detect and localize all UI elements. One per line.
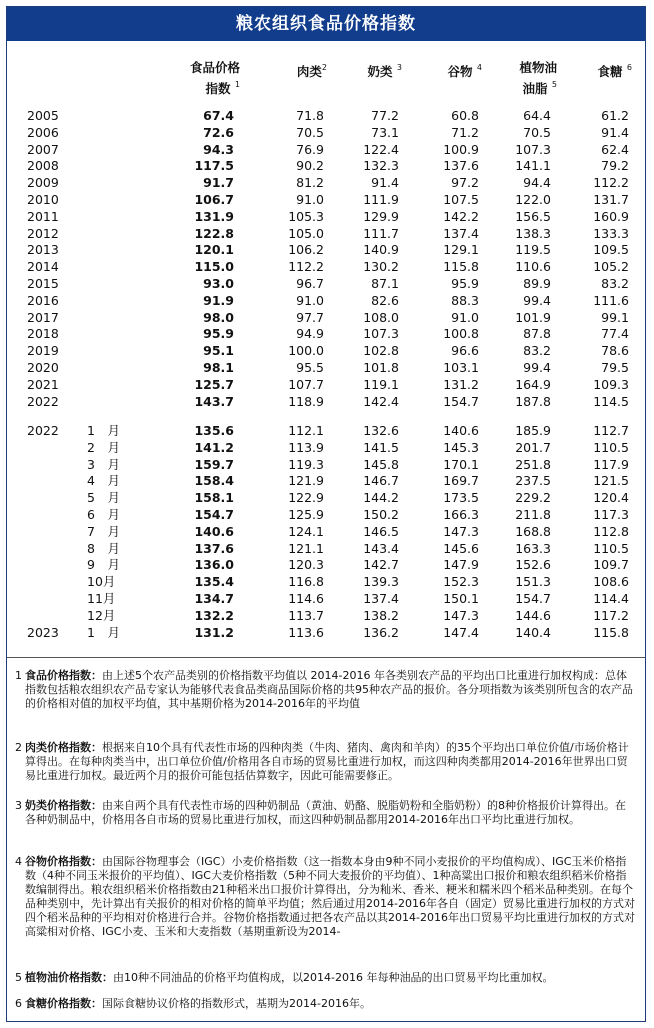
cereals-value: 147.3 — [443, 524, 479, 539]
meat-value: 95.5 — [296, 360, 324, 375]
table-row — [7, 157, 647, 174]
cereals-value: 169.7 — [443, 473, 479, 488]
oils-value: 87.8 — [523, 326, 551, 341]
food-value: 117.5 — [194, 158, 234, 173]
food-value: 98.0 — [203, 310, 234, 325]
dairy-value: 119.1 — [363, 377, 399, 392]
dairy-value: 132.6 — [363, 423, 399, 438]
oils-value: 101.9 — [515, 310, 551, 325]
meat-value: 112.2 — [288, 259, 324, 274]
table-row — [7, 439, 647, 456]
food-value: 143.7 — [194, 394, 234, 409]
table-row — [7, 590, 647, 607]
footnote-label: 食糖价格指数： — [25, 997, 102, 1010]
year-cell: 2022 — [27, 394, 59, 409]
sugar-value: 117.3 — [593, 507, 629, 522]
year-cell: 2010 — [27, 192, 59, 207]
year-cell: 2017 — [27, 310, 59, 325]
meat-value: 76.9 — [296, 142, 324, 157]
year-cell: 2019 — [27, 343, 59, 358]
dairy-value: 141.5 — [363, 440, 399, 455]
meat-value: 119.3 — [288, 457, 324, 472]
cereals-value: 100.8 — [443, 326, 479, 341]
meat-value: 70.5 — [296, 125, 324, 140]
table-row — [7, 241, 647, 258]
food-value: 135.4 — [194, 574, 234, 589]
table-row — [7, 191, 647, 208]
header-food-sup: 1 — [234, 80, 240, 89]
oils-value: 94.4 — [523, 175, 551, 190]
food-value: 91.7 — [203, 175, 234, 190]
header-oils-line2: 油脂 — [522, 81, 548, 96]
year-cell: 2012 — [27, 226, 59, 241]
year-cell: 2022 — [27, 423, 59, 438]
footnote-text: 由国际谷物理事会（IGC）小麦价格指数（这一指数本身由9种不同小麦报价的平均值构成）、IGC玉米价格指数（4种不同玉米报价的平均值）、IGC大麦价格指数（5种不同大麦报价的平均值）、1种高粱出口报价和粮农组织稻米价格指数编制得出。粮农组织稻米价格指数由21种稻米出口报价计算得出，分为籼米、香米、粳米和糯米四个稻米品种类别。在每个品种类别中，先计算出有关报价的相对价格的简单平均值；然后通过用2014-2016年各自（固定）贸易比重进行加权的方式对四个稻米品种的平均相对价格进行合并。谷物价格指数通过把各农产品以其2014-2016年出口贸易平均比重进行加权的方式对高粱相对价格、IGC小麦、玉米和大麦指数（基期重新设为2014- — [25, 855, 635, 938]
oils-value: 99.4 — [523, 360, 551, 375]
food-value: 98.1 — [203, 360, 234, 375]
year-cell: 2015 — [27, 276, 59, 291]
food-value: 132.2 — [194, 608, 234, 623]
year-cell: 2009 — [27, 175, 59, 190]
cereals-value: 131.2 — [443, 377, 479, 392]
footnote-label: 植物油价格指数： — [25, 971, 113, 984]
meat-value: 100.0 — [288, 343, 324, 358]
table-row — [7, 141, 647, 158]
month-cell: 2 月 — [87, 440, 120, 455]
food-value: 141.2 — [194, 440, 234, 455]
table-row — [7, 124, 647, 141]
month-cell: 8 月 — [87, 541, 120, 556]
table-row — [7, 342, 647, 359]
footnote-label: 谷物价格指数： — [25, 855, 102, 868]
header-meat-sup: 2 — [321, 63, 327, 72]
header-cereals-label: 谷物 — [447, 64, 473, 79]
notes-divider — [7, 657, 645, 658]
food-value: 91.9 — [203, 293, 234, 308]
oils-value: 99.4 — [523, 293, 551, 308]
year-cell: 2007 — [27, 142, 59, 157]
dairy-value: 111.7 — [363, 226, 399, 241]
cereals-value: 166.3 — [443, 507, 479, 522]
cereals-value: 97.2 — [451, 175, 479, 190]
header-cereals — [427, 59, 482, 80]
sugar-value: 83.2 — [601, 276, 629, 291]
oils-value: 237.5 — [515, 473, 551, 488]
meat-value: 113.9 — [288, 440, 324, 455]
header-sugar — [582, 59, 632, 80]
footnote-6 — [15, 997, 635, 1011]
dairy-value: 91.4 — [371, 175, 399, 190]
oils-value: 138.3 — [515, 226, 551, 241]
meat-value: 113.7 — [288, 608, 324, 623]
table-row — [7, 107, 647, 124]
oils-value: 119.5 — [515, 242, 551, 257]
year-cell: 2016 — [27, 293, 59, 308]
header-food — [175, 59, 240, 97]
sugar-value: 120.4 — [593, 490, 629, 505]
dairy-value: 136.2 — [363, 625, 399, 640]
cereals-value: 137.6 — [443, 158, 479, 173]
header-dairy — [352, 59, 402, 80]
dairy-value: 122.4 — [363, 142, 399, 157]
year-cell: 2023 — [27, 625, 59, 640]
meat-value: 124.1 — [288, 524, 324, 539]
sugar-value: 112.8 — [593, 524, 629, 539]
footnote-2 — [15, 741, 635, 783]
food-value: 136.0 — [194, 557, 234, 572]
footnote-3 — [15, 799, 635, 827]
sugar-value: 77.4 — [601, 326, 629, 341]
cereals-value: 107.5 — [443, 192, 479, 207]
food-value: 134.7 — [194, 591, 234, 606]
cereals-value: 145.3 — [443, 440, 479, 455]
sugar-value: 112.2 — [593, 175, 629, 190]
oils-value: 154.7 — [515, 591, 551, 606]
oils-value: 110.6 — [515, 259, 551, 274]
food-value: 140.6 — [194, 524, 234, 539]
meat-value: 112.1 — [288, 423, 324, 438]
sugar-value: 109.7 — [593, 557, 629, 572]
cereals-value: 71.2 — [451, 125, 479, 140]
table-row — [7, 573, 647, 590]
oils-value: 229.2 — [515, 490, 551, 505]
oils-value: 163.3 — [515, 541, 551, 556]
dairy-value: 130.2 — [363, 259, 399, 274]
table-frame — [6, 6, 646, 1022]
header-oils — [499, 59, 557, 97]
table-row — [7, 624, 647, 641]
cereals-value: 150.1 — [443, 591, 479, 606]
table-row — [7, 540, 647, 557]
meat-value: 81.2 — [296, 175, 324, 190]
footnote-text: 由10种不同油品的价格平均值构成，以2014-2016 年每种油品的出口贸易平均比重加权。 — [113, 971, 554, 984]
cereals-value: 129.1 — [443, 242, 479, 257]
cereals-value: 103.1 — [443, 360, 479, 375]
dairy-value: 77.2 — [371, 108, 399, 123]
footnote-label: 食品价格指数： — [25, 669, 102, 682]
food-value: 122.8 — [194, 226, 234, 241]
sugar-value: 114.5 — [593, 394, 629, 409]
year-cell: 2014 — [27, 259, 59, 274]
table-row — [7, 258, 647, 275]
table-row — [7, 208, 647, 225]
header-meat-label: 肉类 — [296, 64, 322, 79]
sugar-value: 114.4 — [593, 591, 629, 606]
food-value: 125.7 — [194, 377, 234, 392]
dairy-value: 137.4 — [363, 591, 399, 606]
oils-value: 211.8 — [515, 507, 551, 522]
header-sugar-label: 食糖 — [597, 64, 623, 79]
table-row — [7, 607, 647, 624]
month-cell: 9 月 — [87, 557, 120, 572]
food-value: 67.4 — [203, 108, 234, 123]
year-cell: 2020 — [27, 360, 59, 375]
cereals-value: 170.1 — [443, 457, 479, 472]
footnote-text: 国际食糖协议价格的指数形式，基期为2014-2016年。 — [102, 997, 371, 1010]
oils-value: 140.4 — [515, 625, 551, 640]
food-value: 120.1 — [194, 242, 234, 257]
year-cell: 2011 — [27, 209, 59, 224]
cereals-value: 147.4 — [443, 625, 479, 640]
footnote-text: 根据来自10个具有代表性市场的四种肉类（牛肉、猪肉、禽肉和羊肉）的35个平均出口单位价值/市场价格计算得出。在每种肉类当中，出口单位价值/价格用各自市场的贸易比重进行加权，而这四种肉类都用2014-2016年世界出口贸易比重进行加权。最近两个月的报价可能包括估算数字，因此可能需要修正。 — [25, 741, 629, 782]
header-food-line2: 指数 — [205, 81, 231, 96]
dairy-value: 150.2 — [363, 507, 399, 522]
dairy-value: 146.5 — [363, 524, 399, 539]
cereals-value: 145.6 — [443, 541, 479, 556]
year-cell: 2021 — [27, 377, 59, 392]
sugar-value: 133.3 — [593, 226, 629, 241]
table-row — [7, 376, 647, 393]
oils-value: 152.6 — [515, 557, 551, 572]
oils-value: 168.8 — [515, 524, 551, 539]
food-value: 158.4 — [194, 473, 234, 488]
table-row — [7, 275, 647, 292]
sugar-value: 160.9 — [593, 209, 629, 224]
meat-value: 105.0 — [288, 226, 324, 241]
oils-value: 156.5 — [515, 209, 551, 224]
dairy-value: 146.7 — [363, 473, 399, 488]
cereals-value: 88.3 — [451, 293, 479, 308]
meat-value: 71.8 — [296, 108, 324, 123]
year-cell: 2018 — [27, 326, 59, 341]
food-value: 137.6 — [194, 541, 234, 556]
sugar-value: 115.8 — [593, 625, 629, 640]
sugar-value: 109.3 — [593, 377, 629, 392]
sugar-value: 110.5 — [593, 541, 629, 556]
footnote-1 — [15, 669, 635, 711]
sugar-value: 99.1 — [601, 310, 629, 325]
food-value: 154.7 — [194, 507, 234, 522]
dairy-value: 140.9 — [363, 242, 399, 257]
table-row — [7, 309, 647, 326]
sugar-value: 112.7 — [593, 423, 629, 438]
table-row — [7, 556, 647, 573]
table-row — [7, 489, 647, 506]
dairy-value: 107.3 — [363, 326, 399, 341]
dairy-value: 82.6 — [371, 293, 399, 308]
oils-value: 144.6 — [515, 608, 551, 623]
header-cereals-sup: 4 — [476, 63, 482, 72]
oils-value: 187.8 — [515, 394, 551, 409]
cereals-value: 147.3 — [443, 608, 479, 623]
sugar-value: 117.2 — [593, 608, 629, 623]
header-oils-line1: 植物油 — [519, 60, 557, 75]
food-value: 106.7 — [194, 192, 234, 207]
food-value: 159.7 — [194, 457, 234, 472]
sugar-value: 79.2 — [601, 158, 629, 173]
food-value: 131.2 — [194, 625, 234, 640]
cereals-value: 60.8 — [451, 108, 479, 123]
dairy-value: 138.2 — [363, 608, 399, 623]
footnote-number: 6 — [15, 997, 22, 1010]
cereals-value: 152.3 — [443, 574, 479, 589]
month-cell: 11月 — [87, 591, 116, 606]
food-value: 94.3 — [203, 142, 234, 157]
meat-value: 107.7 — [288, 377, 324, 392]
food-value: 93.0 — [203, 276, 234, 291]
meat-value: 113.6 — [288, 625, 324, 640]
meat-value: 121.9 — [288, 473, 324, 488]
cereals-value: 142.2 — [443, 209, 479, 224]
month-cell: 1 月 — [87, 423, 120, 438]
dairy-value: 73.1 — [371, 125, 399, 140]
sugar-value: 121.5 — [593, 473, 629, 488]
sugar-value: 111.6 — [593, 293, 629, 308]
meat-value: 114.6 — [288, 591, 324, 606]
oils-value: 64.4 — [523, 108, 551, 123]
header-dairy-sup: 3 — [396, 63, 402, 72]
table-row — [7, 292, 647, 309]
meat-value: 118.9 — [288, 394, 324, 409]
cereals-value: 140.6 — [443, 423, 479, 438]
table-row — [7, 359, 647, 376]
meat-value: 105.3 — [288, 209, 324, 224]
oils-value: 201.7 — [515, 440, 551, 455]
food-value: 115.0 — [194, 259, 234, 274]
dairy-value: 132.3 — [363, 158, 399, 173]
footnote-label: 奶类价格指数： — [25, 799, 102, 812]
month-cell: 6 月 — [87, 507, 120, 522]
dairy-value: 102.8 — [363, 343, 399, 358]
sugar-value: 131.7 — [593, 192, 629, 207]
footnote-number: 3 — [15, 799, 22, 812]
cereals-value: 137.4 — [443, 226, 479, 241]
table-row — [7, 325, 647, 342]
meat-value: 106.2 — [288, 242, 324, 257]
meat-value: 97.7 — [296, 310, 324, 325]
meat-value: 90.2 — [296, 158, 324, 173]
cereals-value: 91.0 — [451, 310, 479, 325]
meat-value: 91.0 — [296, 192, 324, 207]
table-row — [7, 225, 647, 242]
table-row — [7, 523, 647, 540]
header-oils-sup: 5 — [551, 80, 557, 89]
month-cell: 12月 — [87, 608, 116, 623]
sugar-value: 117.9 — [593, 457, 629, 472]
cereals-value: 95.9 — [451, 276, 479, 291]
year-cell: 2006 — [27, 125, 59, 140]
oils-value: 251.8 — [515, 457, 551, 472]
footnote-text: 由上述5个农产品类别的价格指数平均值以 2014-2016 年各类别农产品的平均出口比重进行加权构成：总体指数包括粮农组织农产品专家认为能够代表食品类商品国际价格的共95种农产品的报价。各分项指数为该类别所包含的农产品的价格相对值的加权平均值，其中基期价格为2014-2016年的平均值 — [25, 669, 633, 710]
year-cell: 2008 — [27, 158, 59, 173]
food-value: 72.6 — [203, 125, 234, 140]
oils-value: 141.1 — [515, 158, 551, 173]
dairy-value: 108.0 — [363, 310, 399, 325]
footnote-5 — [15, 971, 635, 985]
cereals-value: 147.9 — [443, 557, 479, 572]
year-cell: 2013 — [27, 242, 59, 257]
dairy-value: 142.7 — [363, 557, 399, 572]
meat-value: 91.0 — [296, 293, 324, 308]
oils-value: 185.9 — [515, 423, 551, 438]
year-cell: 2005 — [27, 108, 59, 123]
sugar-value: 108.6 — [593, 574, 629, 589]
header-dairy-label: 奶类 — [367, 64, 393, 79]
footnote-4 — [15, 855, 635, 939]
footnote-label: 肉类价格指数： — [25, 741, 102, 754]
footnote-text: 由来自两个具有代表性市场的四种奶制品（黄油、奶酪、脱脂奶粉和全脂奶粉）的8种价格报价计算得出。在各种奶制品中，价格用各自市场的贸易比重进行加权，而这四种奶制品都用2014-2016年出口平均比重进行加权。 — [25, 799, 626, 826]
table-row — [7, 393, 647, 410]
food-value: 95.1 — [203, 343, 234, 358]
food-value: 158.1 — [194, 490, 234, 505]
dairy-value: 87.1 — [371, 276, 399, 291]
month-cell: 4 月 — [87, 473, 120, 488]
sugar-value: 78.6 — [601, 343, 629, 358]
meat-value: 122.9 — [288, 490, 324, 505]
table-row — [7, 506, 647, 523]
meat-value: 116.8 — [288, 574, 324, 589]
month-cell: 7 月 — [87, 524, 120, 539]
table-row — [7, 456, 647, 473]
footnote-number: 1 — [15, 669, 22, 682]
page-title: 粮农组织食品价格指数 — [7, 7, 645, 41]
oils-value: 70.5 — [523, 125, 551, 140]
sugar-value: 61.2 — [601, 108, 629, 123]
cereals-value: 96.6 — [451, 343, 479, 358]
sugar-value: 109.5 — [593, 242, 629, 257]
cereals-value: 154.7 — [443, 394, 479, 409]
sugar-value: 110.5 — [593, 440, 629, 455]
sugar-value: 91.4 — [601, 125, 629, 140]
dairy-value: 129.9 — [363, 209, 399, 224]
food-value: 95.9 — [203, 326, 234, 341]
oils-value: 107.3 — [515, 142, 551, 157]
sugar-value: 62.4 — [601, 142, 629, 157]
cereals-value: 100.9 — [443, 142, 479, 157]
dairy-value: 145.8 — [363, 457, 399, 472]
cereals-value: 115.8 — [443, 259, 479, 274]
meat-value: 96.7 — [296, 276, 324, 291]
meat-value: 125.9 — [288, 507, 324, 522]
food-value: 131.9 — [194, 209, 234, 224]
footnote-number: 5 — [15, 971, 22, 984]
oils-value: 83.2 — [523, 343, 551, 358]
sugar-value: 79.5 — [601, 360, 629, 375]
oils-value: 151.3 — [515, 574, 551, 589]
table-row — [7, 422, 647, 439]
header-meat — [277, 59, 327, 80]
oils-value: 89.9 — [523, 276, 551, 291]
oils-value: 164.9 — [515, 377, 551, 392]
month-cell: 5 月 — [87, 490, 120, 505]
table-row — [7, 174, 647, 191]
footnote-number: 2 — [15, 741, 22, 754]
dairy-value: 144.2 — [363, 490, 399, 505]
header-sugar-sup: 6 — [626, 63, 632, 72]
header-food-line1: 食品价格 — [189, 60, 240, 75]
month-cell: 1 月 — [87, 625, 120, 640]
meat-value: 121.1 — [288, 541, 324, 556]
meat-value: 120.3 — [288, 557, 324, 572]
table-row — [7, 472, 647, 489]
cereals-value: 173.5 — [443, 490, 479, 505]
oils-value: 122.0 — [515, 192, 551, 207]
dairy-value: 111.9 — [363, 192, 399, 207]
dairy-value: 142.4 — [363, 394, 399, 409]
dairy-value: 101.8 — [363, 360, 399, 375]
dairy-value: 139.3 — [363, 574, 399, 589]
dairy-value: 143.4 — [363, 541, 399, 556]
food-value: 135.6 — [194, 423, 234, 438]
month-cell: 3 月 — [87, 457, 120, 472]
sugar-value: 105.2 — [593, 259, 629, 274]
footnote-number: 4 — [15, 855, 22, 868]
month-cell: 10月 — [87, 574, 116, 589]
meat-value: 94.9 — [296, 326, 324, 341]
